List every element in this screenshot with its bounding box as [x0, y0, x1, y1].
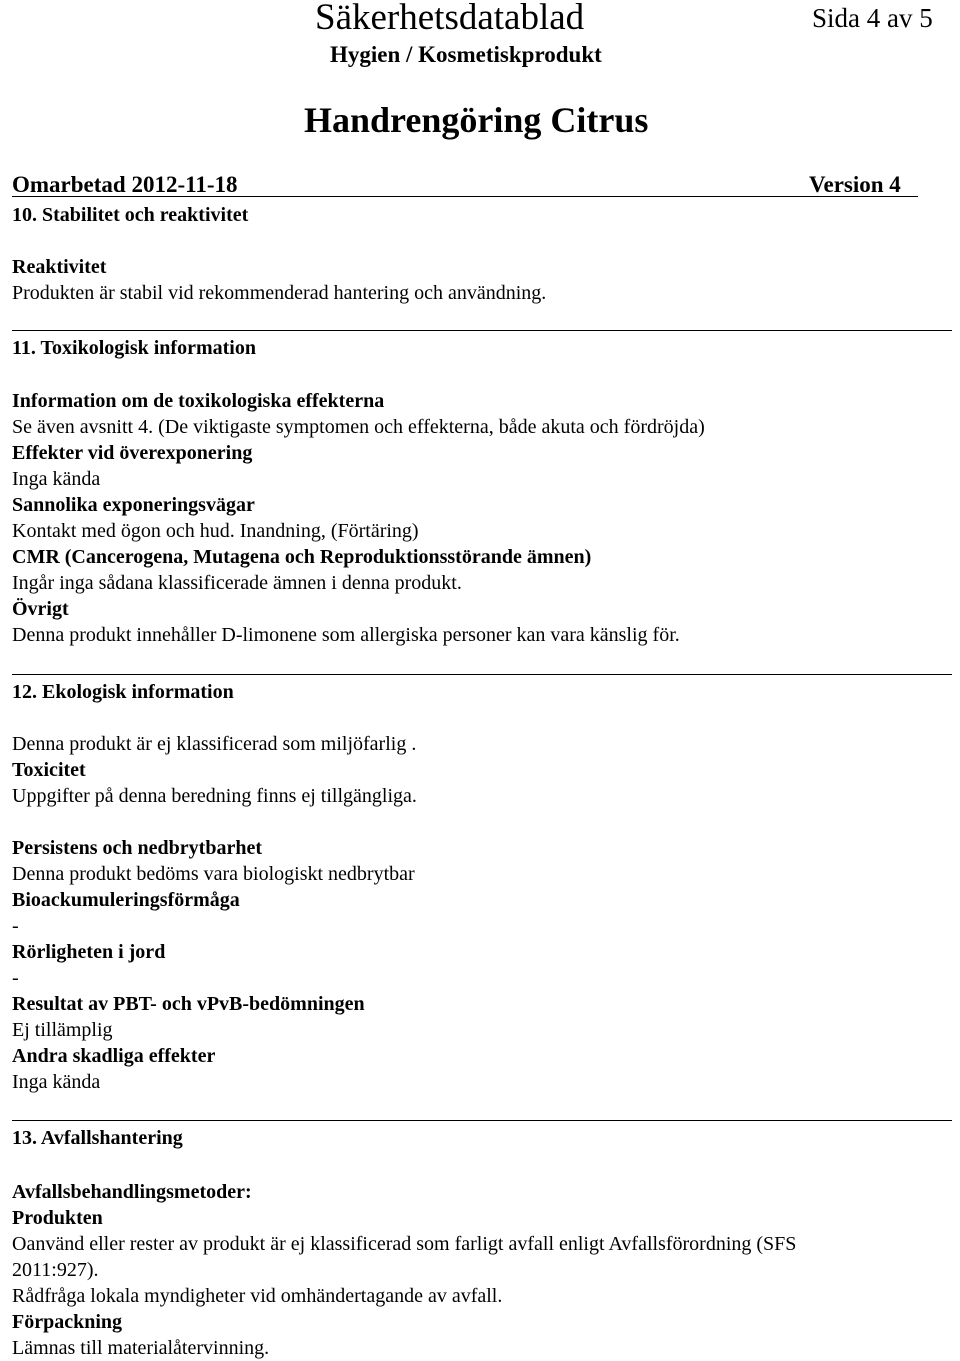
- waste-product-label: Produkten: [12, 1207, 103, 1229]
- waste-product-text: 2011:927).: [12, 1259, 99, 1281]
- version-label: Version 4: [809, 172, 901, 197]
- other-effects-label: Andra skadliga effekter: [12, 1045, 216, 1067]
- section-divider: [12, 1120, 952, 1121]
- overexposure-label: Effekter vid överexponering: [12, 442, 253, 464]
- persistence-label: Persistens och nedbrytbarhet: [12, 837, 262, 859]
- bioaccumulation-text: -: [12, 915, 19, 937]
- other-text: Denna produkt innehåller D-limonene som allergiska personer kan vara känslig för.: [12, 624, 680, 646]
- pbt-assessment-label: Resultat av PBT- och vPvB-bedömningen: [12, 993, 365, 1015]
- revision-date: Omarbetad 2012-11-18: [12, 172, 238, 197]
- waste-methods-label: Avfallsbehandlingsmetoder:: [12, 1181, 252, 1203]
- soil-mobility-label: Rörligheten i jord: [12, 941, 166, 963]
- reactivity-label: Reaktivitet: [12, 256, 107, 278]
- packaging-label: Förpackning: [12, 1311, 123, 1333]
- document-title: Säkerhetsdatablad: [315, 0, 585, 38]
- section-11-heading: 11. Toxikologisk information: [12, 337, 256, 359]
- see-also-text: Se även avsnitt 4. (De viktigaste symptomen och effekterna, både akuta och fördröjda): [12, 416, 705, 438]
- section-13-heading: 13. Avfallshantering: [12, 1127, 183, 1149]
- waste-product-text: Rådfråga lokala myndigheter vid omhändertagande av avfall.: [12, 1285, 503, 1307]
- page-number: Sida 4 av 5: [812, 3, 933, 33]
- soil-mobility-text: -: [12, 967, 19, 989]
- section-divider: [12, 674, 952, 675]
- cmr-text: Ingår inga sådana klassificerade ämnen i denna produkt.: [12, 572, 462, 594]
- other-label: Övrigt: [12, 598, 69, 620]
- toxicity-label: Toxicitet: [12, 759, 86, 781]
- product-category: Hygien / Kosmetiskprodukt: [330, 42, 602, 67]
- packaging-text: Lämnas till materialåtervinning.: [12, 1337, 270, 1359]
- section-divider: [12, 330, 952, 331]
- cmr-label: CMR (Cancerogena, Mutagena och Reproduktionsstörande ämnen): [12, 546, 592, 568]
- exposure-routes-label: Sannolika exponeringsvägar: [12, 494, 255, 516]
- header-divider: [12, 196, 918, 197]
- product-name: Handrengöring Citrus: [304, 100, 649, 140]
- reactivity-text: Produkten är stabil vid rekommenderad hantering och användning.: [12, 282, 547, 304]
- pbt-assessment-text: Ej tillämplig: [12, 1019, 113, 1041]
- other-effects-text: Inga kända: [12, 1071, 101, 1093]
- toxicological-effects-heading: Information om de toxikologiska effekterna: [12, 390, 385, 412]
- waste-product-text: Oanvänd eller rester av produkt är ej klassificerad som farligt avfall enligt Avfallsförordning (SFS: [12, 1233, 797, 1255]
- persistence-text: Denna produkt bedöms vara biologiskt nedbrytbar: [12, 863, 415, 885]
- toxicity-text: Uppgifter på denna beredning finns ej tillgängliga.: [12, 785, 417, 807]
- section-12-heading: 12. Ekologisk information: [12, 681, 234, 703]
- exposure-routes-text: Kontakt med ögon och hud. Inandning, (Förtäring): [12, 520, 419, 542]
- bioaccumulation-label: Bioackumuleringsförmåga: [12, 889, 240, 911]
- section-10-heading: 10. Stabilitet och reaktivitet: [12, 204, 249, 226]
- overexposure-text: Inga kända: [12, 468, 101, 490]
- ecology-intro-text: Denna produkt är ej klassificerad som miljöfarlig .: [12, 733, 417, 755]
